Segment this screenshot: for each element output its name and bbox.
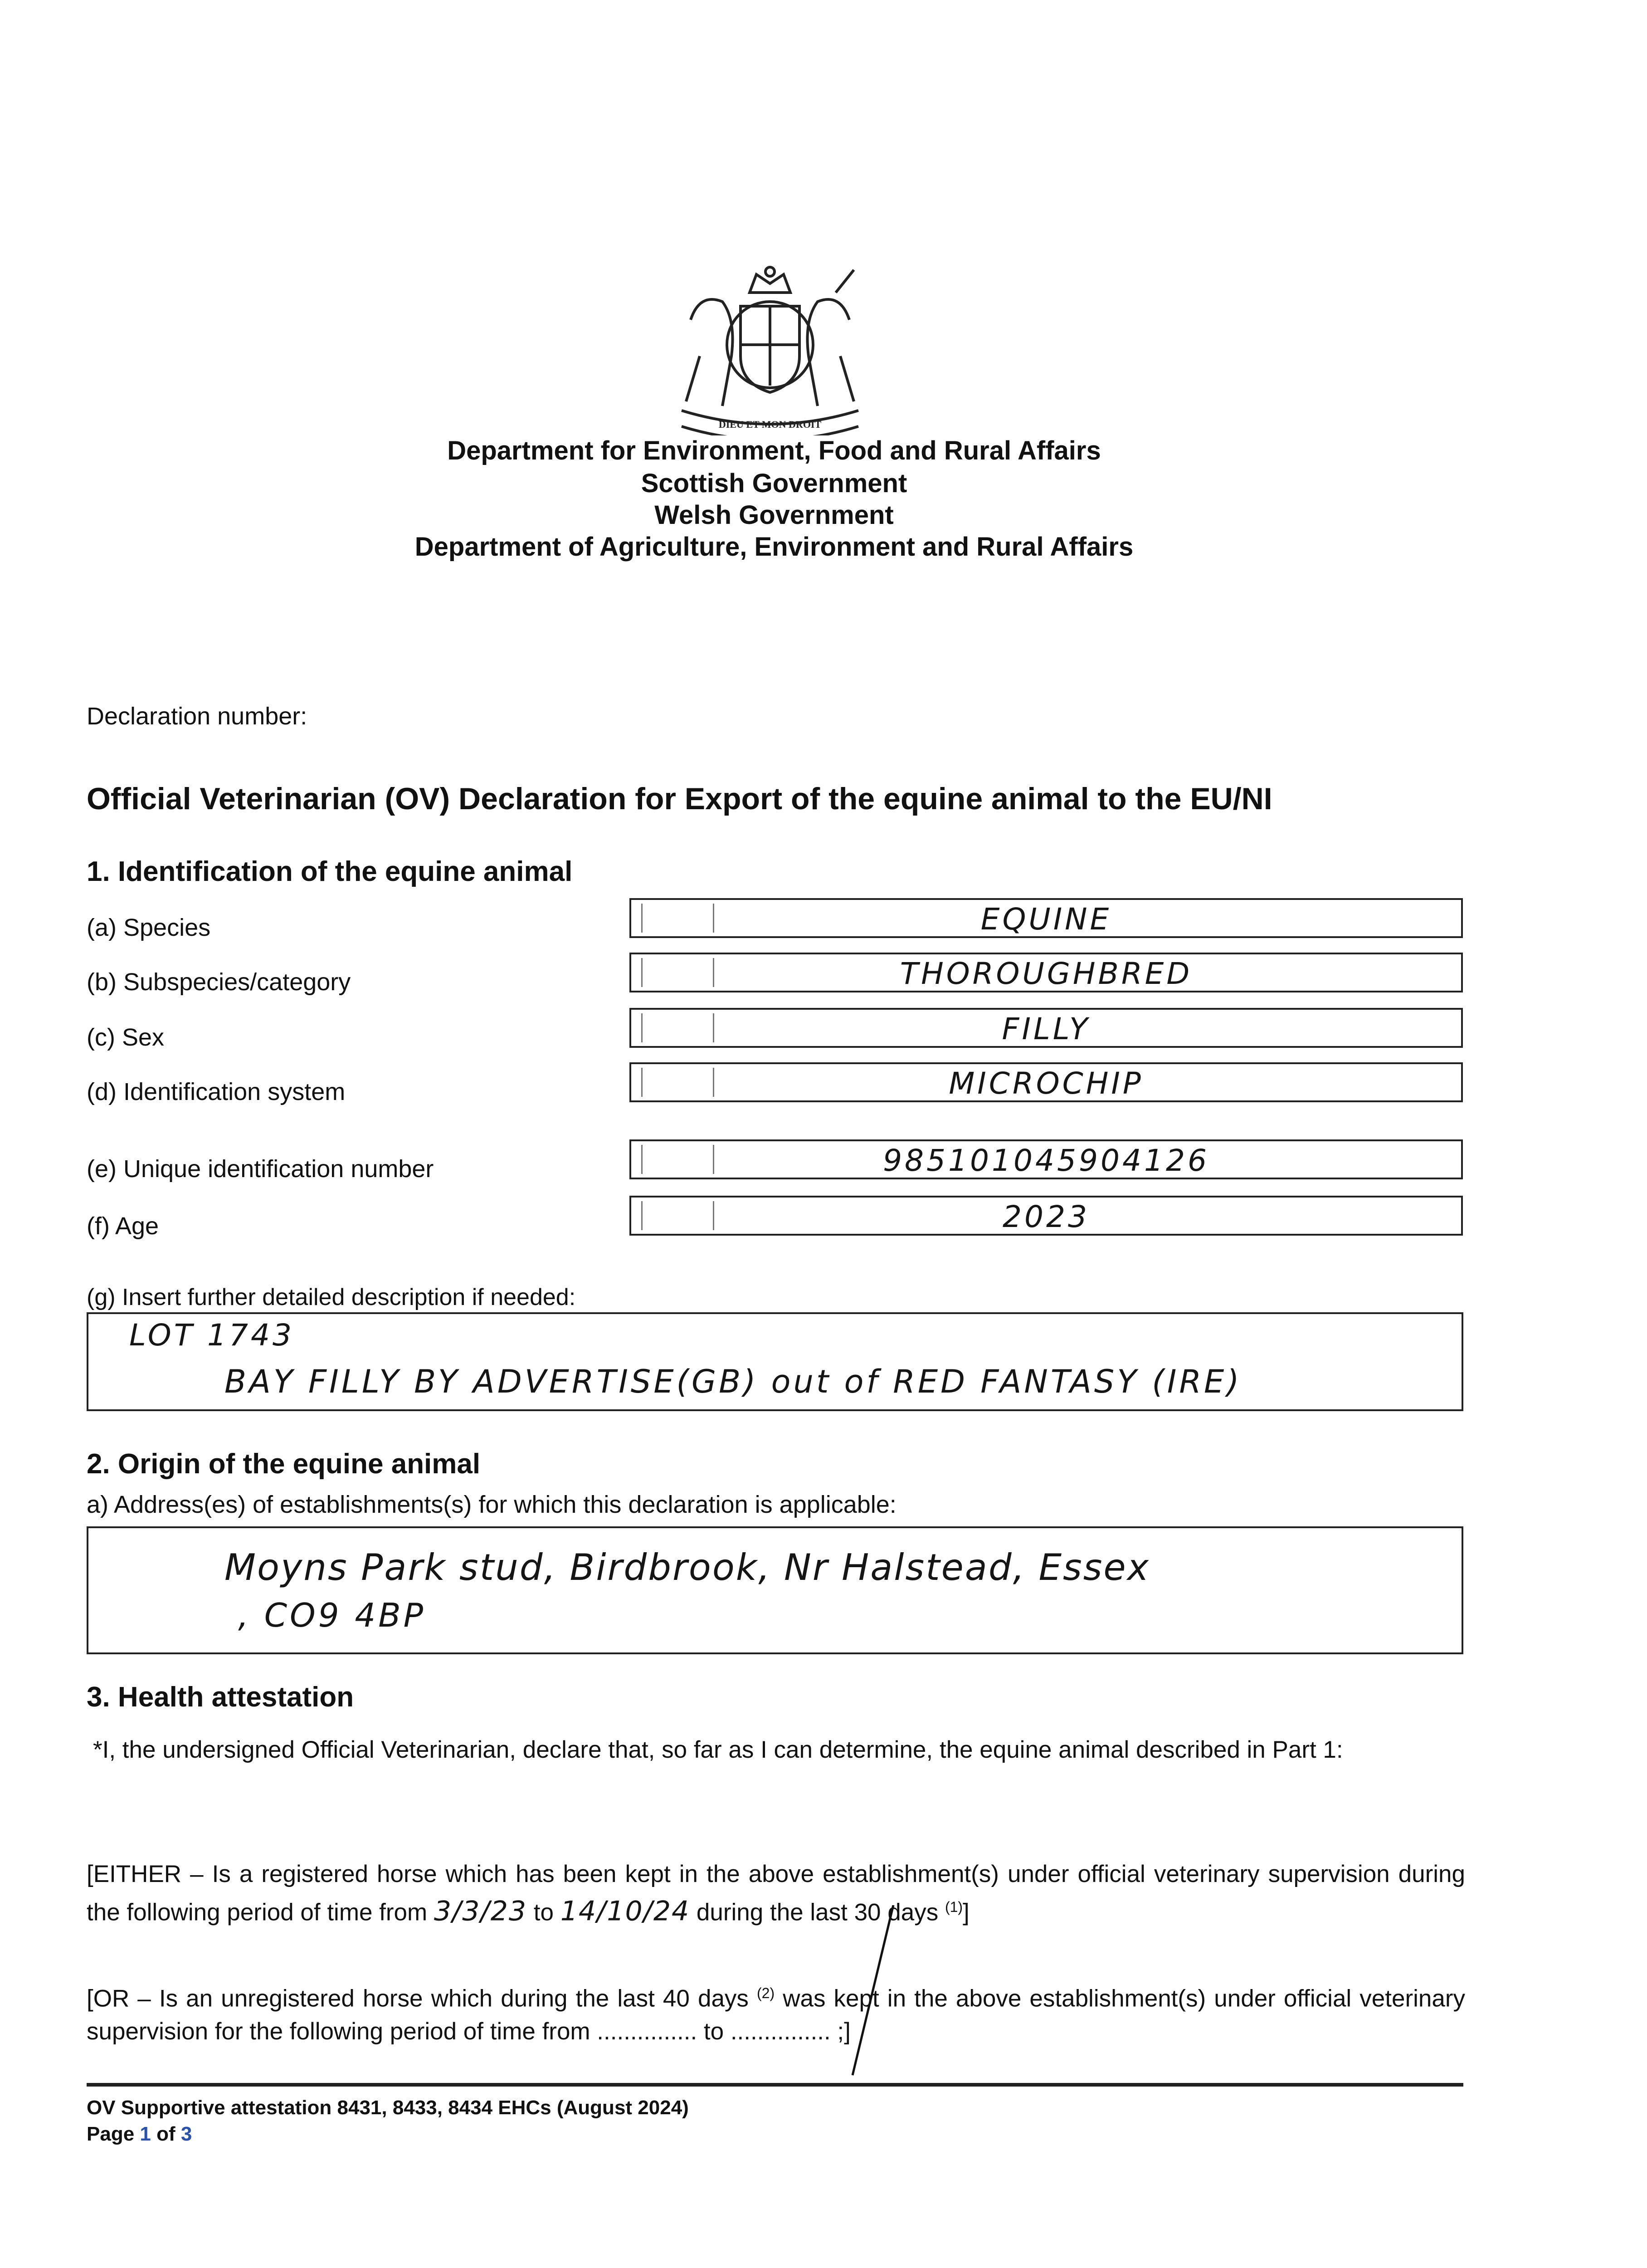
page-current: 1: [140, 2123, 151, 2145]
footer-divider: [87, 2083, 1463, 2087]
address-line-1: Moyns Park stud, Birdbrook, Nr Halstead, Essex: [224, 1546, 1150, 1589]
section2-heading: 2. Origin of the equine animal: [87, 1448, 481, 1480]
header-daera: Department of Agriculture, Environment and Rural Affairs: [414, 532, 1134, 562]
uid-value: 985101045904126: [883, 1143, 1209, 1178]
id-system-value: MICROCHIP: [949, 1066, 1144, 1101]
uid-label: (e) Unique identification number: [87, 1155, 434, 1183]
age-label: (f) Age: [87, 1212, 159, 1240]
address-line-2: , CO9 4BP: [238, 1596, 426, 1634]
subspecies-value: THOROUGHBRED: [900, 956, 1193, 991]
either-from-date[interactable]: 3/3/23: [434, 1895, 527, 1927]
species-label: (a) Species: [87, 914, 211, 941]
description-field[interactable]: [87, 1312, 1463, 1411]
either-clause: [87, 1858, 1465, 1929]
sex-field[interactable]: [629, 1008, 1463, 1048]
royal-coat-of-arms-logo: [672, 265, 867, 435]
section3-heading: 3. Health attestation: [87, 1681, 354, 1713]
subspecies-label: (b) Subspecies/category: [87, 968, 351, 996]
footer-attestation-ref: OV Supportive attestation 8431, 8433, 8434 EHCs (August 2024): [87, 2097, 689, 2119]
declaration-number-label: Declaration number:: [87, 703, 307, 730]
id-system-label: (d) Identification system: [87, 1078, 346, 1105]
address-field[interactable]: [87, 1526, 1463, 1654]
either-bracket: ]: [963, 1899, 970, 1926]
age-value: 2023: [1003, 1199, 1090, 1234]
sex-label: (c) Sex: [87, 1024, 165, 1051]
sex-value: FILLY: [1002, 1012, 1091, 1046]
or-text: [OR – Is an unregistered horse which during the last 40 days: [87, 1985, 757, 2012]
or-text-end: was kept in the above establishment(s) under official veterinary supervision for the following period of time from ............... to ............... ;]: [87, 1985, 1465, 2045]
header-scottish-gov: Scottish Government: [641, 469, 907, 498]
species-field[interactable]: [629, 898, 1463, 938]
attestation-intro: *I, the undersigned Official Veterinarian, declare that, so far as I can determine, the equine animal described in Part 1:: [93, 1736, 1343, 1763]
of-word: of: [151, 2123, 181, 2145]
either-text: [EITHER – Is a registered horse which has been kept in the above establishment(s) under official veterinary supervision during the following period of time from: [87, 1861, 1465, 1926]
crest-motto: DIEU ET MON DROIT: [718, 419, 822, 430]
footnote-2-ref: (2): [757, 1985, 775, 2001]
age-field[interactable]: [629, 1196, 1463, 1236]
address-label: a) Address(es) of establishments(s) for which this declaration is applicable:: [87, 1491, 897, 1518]
section1-heading: 1. Identification of the equine animal: [87, 856, 573, 887]
id-system-field[interactable]: [629, 1062, 1463, 1102]
species-value: EQUINE: [980, 902, 1112, 937]
description-line-1: LOT 1743: [129, 1318, 294, 1353]
strike-mark: [843, 1905, 898, 2080]
subspecies-field[interactable]: [629, 953, 1463, 992]
page-number: [87, 2123, 192, 2146]
header-welsh-gov: Welsh Government: [654, 500, 894, 530]
description-line-2: BAY FILLY BY ADVERTISE(GB) out of RED FANTASY (IRE): [224, 1363, 1242, 1400]
page-total: 3: [180, 2123, 192, 2145]
either-to-word: to: [527, 1899, 560, 1926]
uid-field[interactable]: [629, 1139, 1463, 1179]
description-label: (g) Insert further detailed description if needed:: [87, 1284, 576, 1310]
or-clause: [87, 1977, 1465, 2048]
either-to-date[interactable]: 14/10/24: [560, 1895, 690, 1927]
header-dept-defra: Department for Environment, Food and Rural Affairs: [447, 436, 1101, 465]
either-text-end: during the last 30 days: [690, 1899, 945, 1926]
footnote-1-ref: (1): [945, 1899, 963, 1915]
page-word: Page: [87, 2123, 140, 2145]
page-title: Official Veterinarian (OV) Declaration for Export of the equine animal to the EU/NI: [87, 782, 1272, 816]
